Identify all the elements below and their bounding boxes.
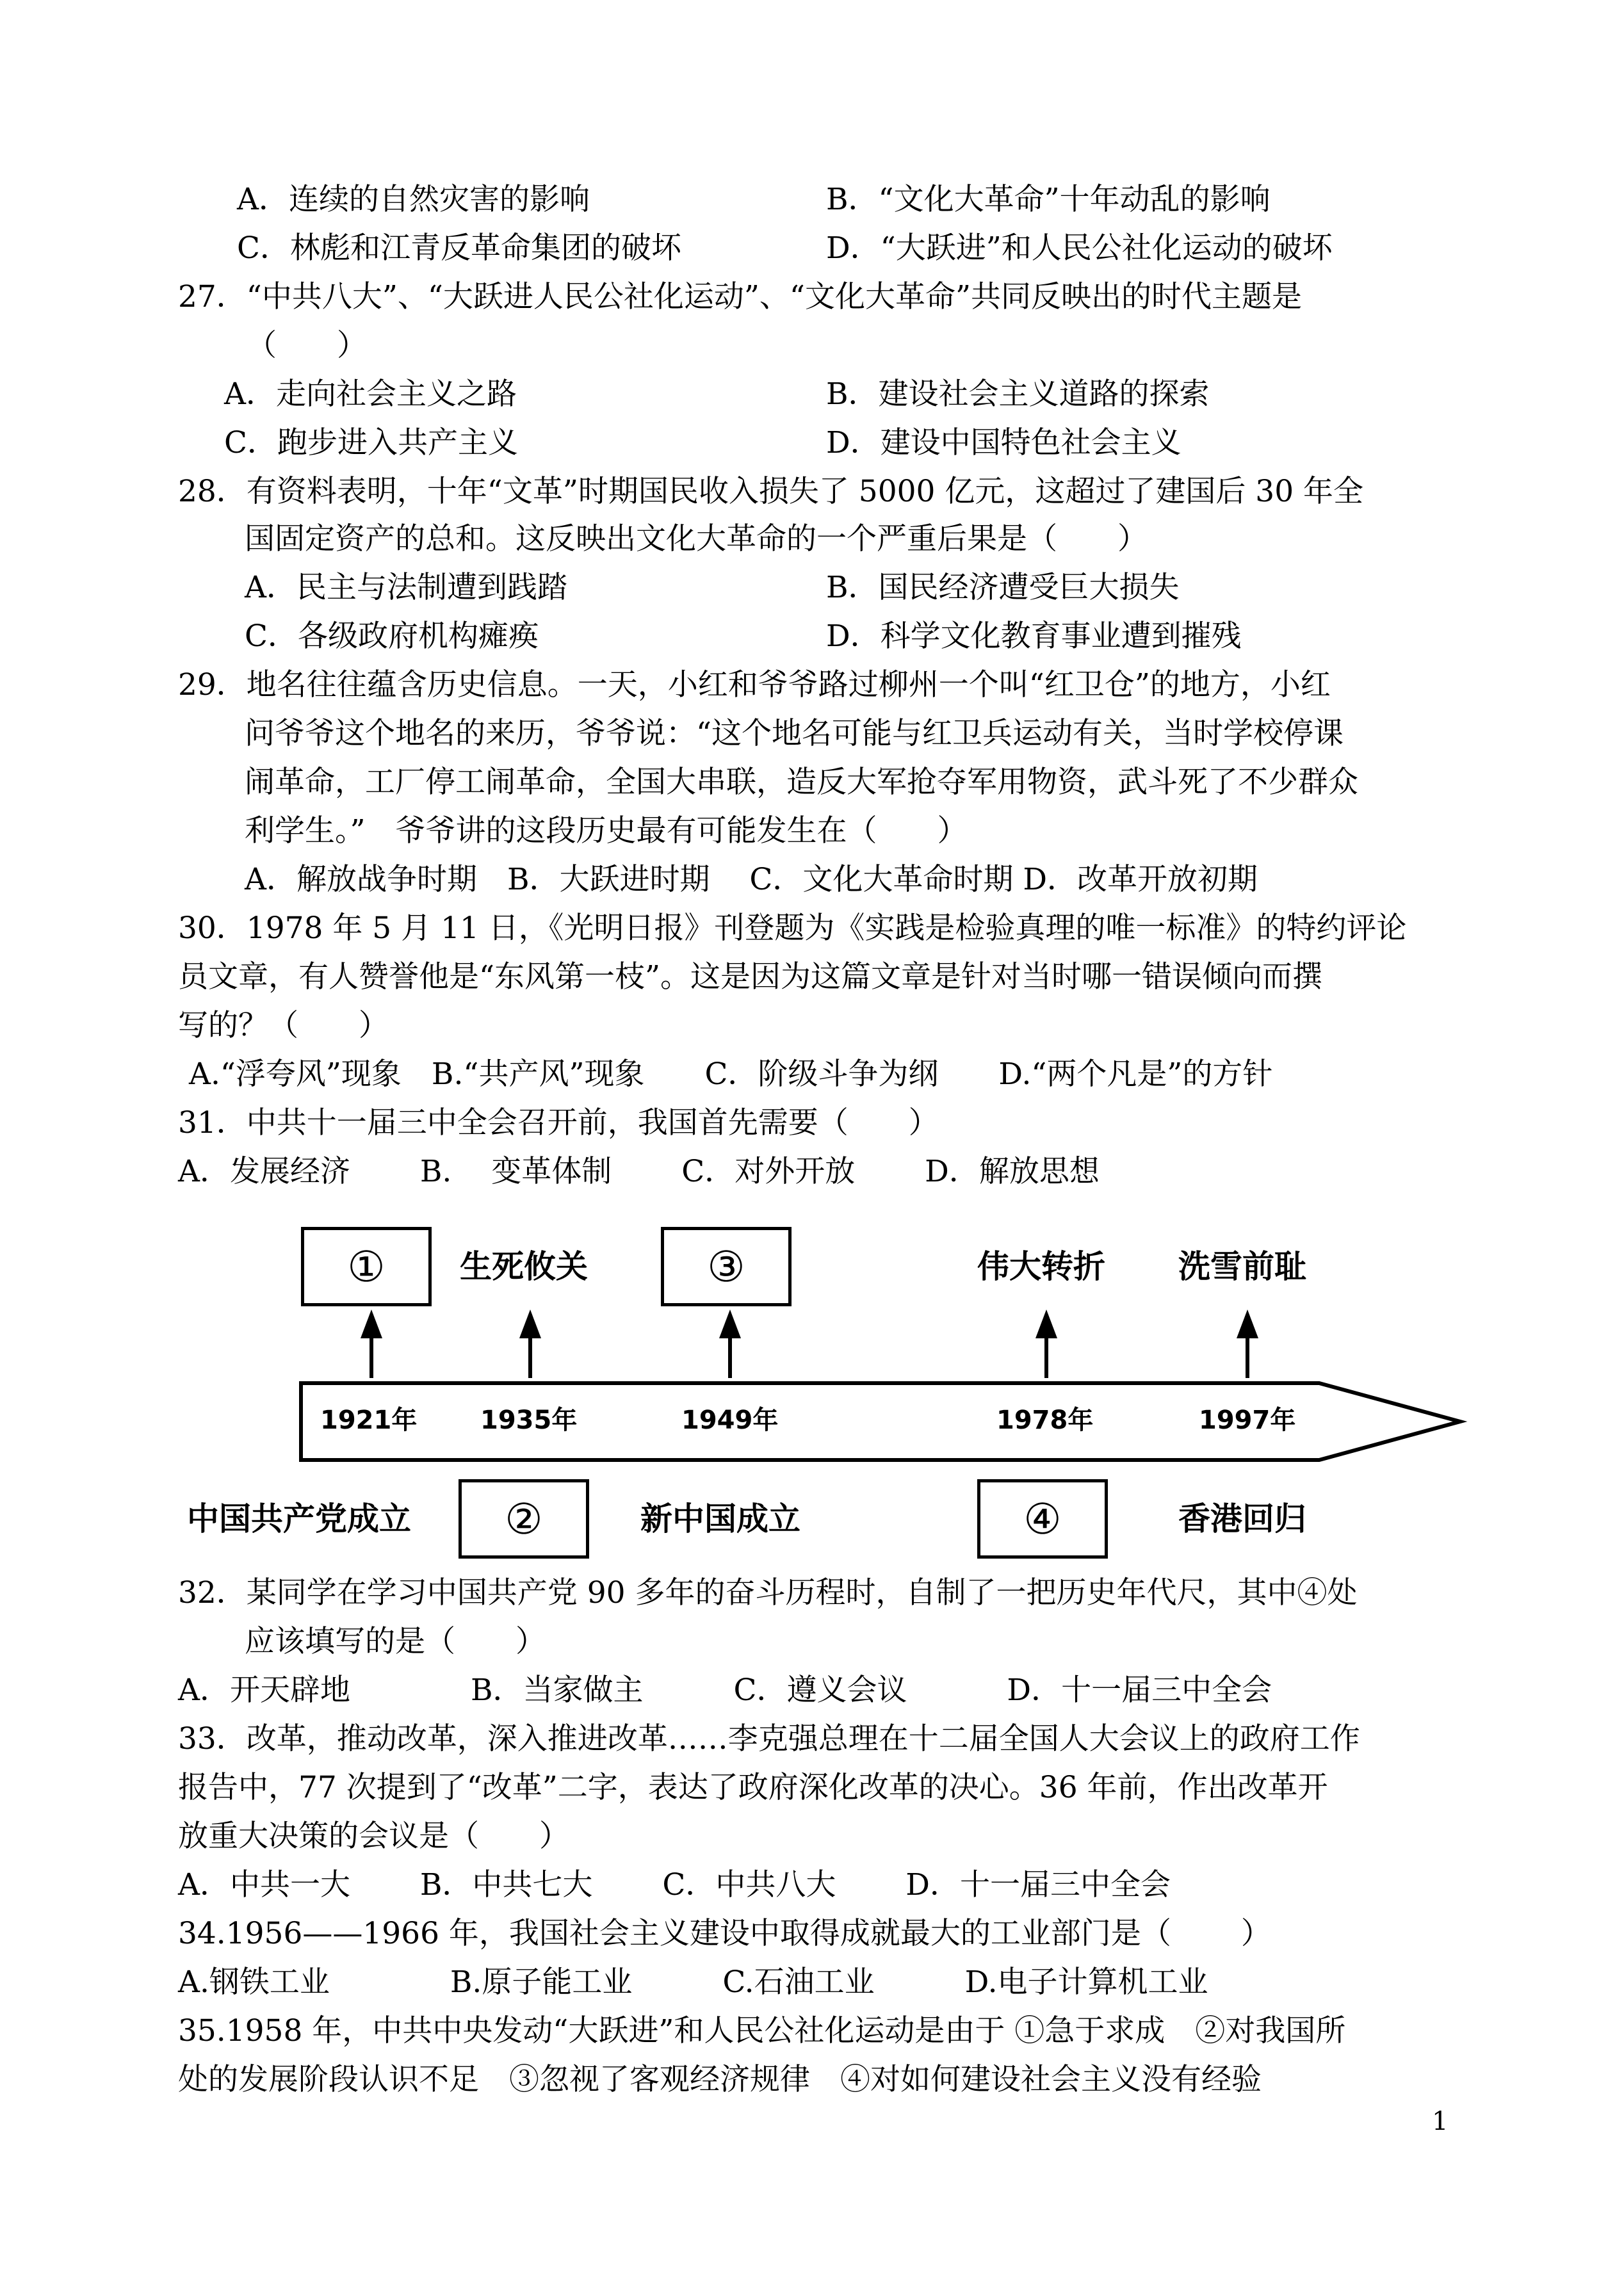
q26-option-b: B．“文化大革命”十年动乱的影响 [826, 182, 1271, 217]
timeline-box-4: ④ [977, 1479, 1108, 1559]
q27-option-a: A．走向社会主义之路 [224, 377, 517, 412]
q27-stem-line1: 27．“中共八大”、“大跃进人民公社化运动”、“文化大革命”共同反映出的时代主题是 [178, 279, 1302, 314]
q28-option-a: A．民主与法制遭到践踏 [245, 570, 567, 605]
q29-stem-line1: 29．地名往往蕴含历史信息。一天，小红和爷爷路过柳州一个叫“红卫仓”的地方，小红 [178, 667, 1331, 702]
q29-stem-line3: 闹革命，工厂停工闹革命，全国大串联，造反大军抢夺军用物资，武斗死了不少群众 [245, 765, 1358, 800]
q33-stem-line2: 报告中，77 次提到了“改革”二字，表达了政府深化改革的决心。36 年前，作出改革开 [178, 1770, 1328, 1805]
q27-option-d: D．建设中国特色社会主义 [826, 425, 1181, 460]
q30-options: A.“浮夸风”现象 B.“共产风”现象 C．阶级斗争为纲 D.“两个凡是”的方针 [189, 1057, 1273, 1092]
q26-option-a: A．连续的自然灾害的影响 [237, 182, 590, 217]
timeline-box-3: ③ [661, 1227, 792, 1306]
timeline-year-1997: 1997年 [1199, 1406, 1296, 1435]
page-number: 1 [1432, 2107, 1449, 2136]
timeline-year-1949: 1949年 [681, 1406, 779, 1435]
q27-option-b: B．建设社会主义道路的探索 [826, 377, 1210, 412]
q31-options: A．发展经济 B. 变革体制 C．对外开放 D．解放思想 [178, 1154, 1100, 1189]
q32-options: A．开天辟地 B．当家做主 C．遵义会议 D．十一届三中全会 [178, 1673, 1272, 1708]
q28-option-c: C．各级政府机构瘫痪 [245, 619, 539, 654]
q26-option-c: C．林彪和江青反革命集团的破坏 [237, 231, 681, 266]
timeline-label-1997: 洗雪前耻 [1178, 1248, 1306, 1285]
q30-stem-line1: 30．1978 年 5 月 11 日，《光明日报》刊登题为《实践是检验真理的唯一标准》的特约评论 [178, 911, 1407, 946]
q34-options: A.钢铁工业 B.原子能工业 C.石油工业 D.电子计算机工业 [178, 1965, 1208, 2000]
q29-stem-line2: 问爷爷这个地名的来历，爷爷说：“这个地名可能与红卫兵运动有关，当时学校停课 [245, 716, 1344, 751]
q35-stem-line2: 处的发展阶段认识不足 ③忽视了客观经济规律 ④对如何建设社会主义没有经验 [178, 2062, 1262, 2097]
timeline-label-1935: 生死攸关 [460, 1248, 588, 1285]
timeline-label-1921: 中国共产党成立 [187, 1500, 411, 1537]
q33-stem-line3: 放重大决策的会议是（ ） [178, 1819, 569, 1854]
q28-stem-line2: 国固定资产的总和。这反映出文化大革命的一个严重后果是（ ） [245, 521, 1148, 556]
q27-option-c: C．跑步进入共产主义 [224, 425, 518, 460]
timeline-year-1921: 1921年 [320, 1406, 418, 1435]
q31-stem: 31．中共十一届三中全会召开前，我国首先需要（ ） [178, 1105, 939, 1140]
q35-stem-line1: 35.1958 年，中共中央发动“大跃进”和人民公社化运动是由于 ①急于求成 ②对我国所 [178, 2013, 1346, 2048]
q27-stem-line2: （ ） [247, 328, 367, 363]
q30-stem-line2: 员文章，有人赞誉他是“东风第一枝”。这是因为这篇文章是针对当时哪一错误倾向而撰 [178, 959, 1323, 994]
q28-option-d: D．科学文化教育事业遭到摧残 [826, 619, 1242, 654]
timeline-label-1949: 新中国成立 [640, 1500, 800, 1537]
q32-stem-line2: 应该填写的是（ ） [245, 1624, 546, 1659]
timeline-box-2: ② [459, 1479, 589, 1559]
q26-option-d: D．“大跃进”和人民公社化运动的破坏 [826, 231, 1333, 266]
q29-stem-line4: 利学生。” 爷爷讲的这段历史最有可能发生在（ ） [245, 813, 968, 848]
q33-stem-line1: 33．改革，推动改革，深入推进改革……李克强总理在十二届全国人大会议上的政府工作 [178, 1721, 1360, 1756]
timeline-label-1978: 伟大转折 [977, 1248, 1105, 1285]
q33-options: A．中共一大 B．中共七大 C．中共八大 D．十一届三中全会 [178, 1867, 1171, 1902]
q29-options: A．解放战争时期 B．大跃进时期 C．文化大革命时期 D．改革开放初期 [245, 862, 1258, 897]
q28-option-b: B．国民经济遭受巨大损失 [826, 570, 1180, 605]
timeline-label-hk: 香港回归 [1178, 1500, 1306, 1537]
timeline-year-1978: 1978年 [996, 1406, 1094, 1435]
q28-stem-line1: 28．有资料表明，十年“文革”时期国民收入损失了 5000 亿元，这超过了建国后 30 年全 [178, 474, 1364, 509]
timeline-year-1935: 1935年 [480, 1406, 578, 1435]
q34-stem: 34.1956——1966 年，我国社会主义建设中取得成就最大的工业部门是（ ） [178, 1916, 1271, 1951]
q30-stem-line3: 写的？（ ） [178, 1008, 389, 1043]
timeline-box-1: ① [301, 1227, 432, 1306]
q32-stem-line1: 32．某同学在学习中国共产党 90 多年的奋斗历程时，自制了一把历史年代尺，其中④处 [178, 1575, 1358, 1610]
